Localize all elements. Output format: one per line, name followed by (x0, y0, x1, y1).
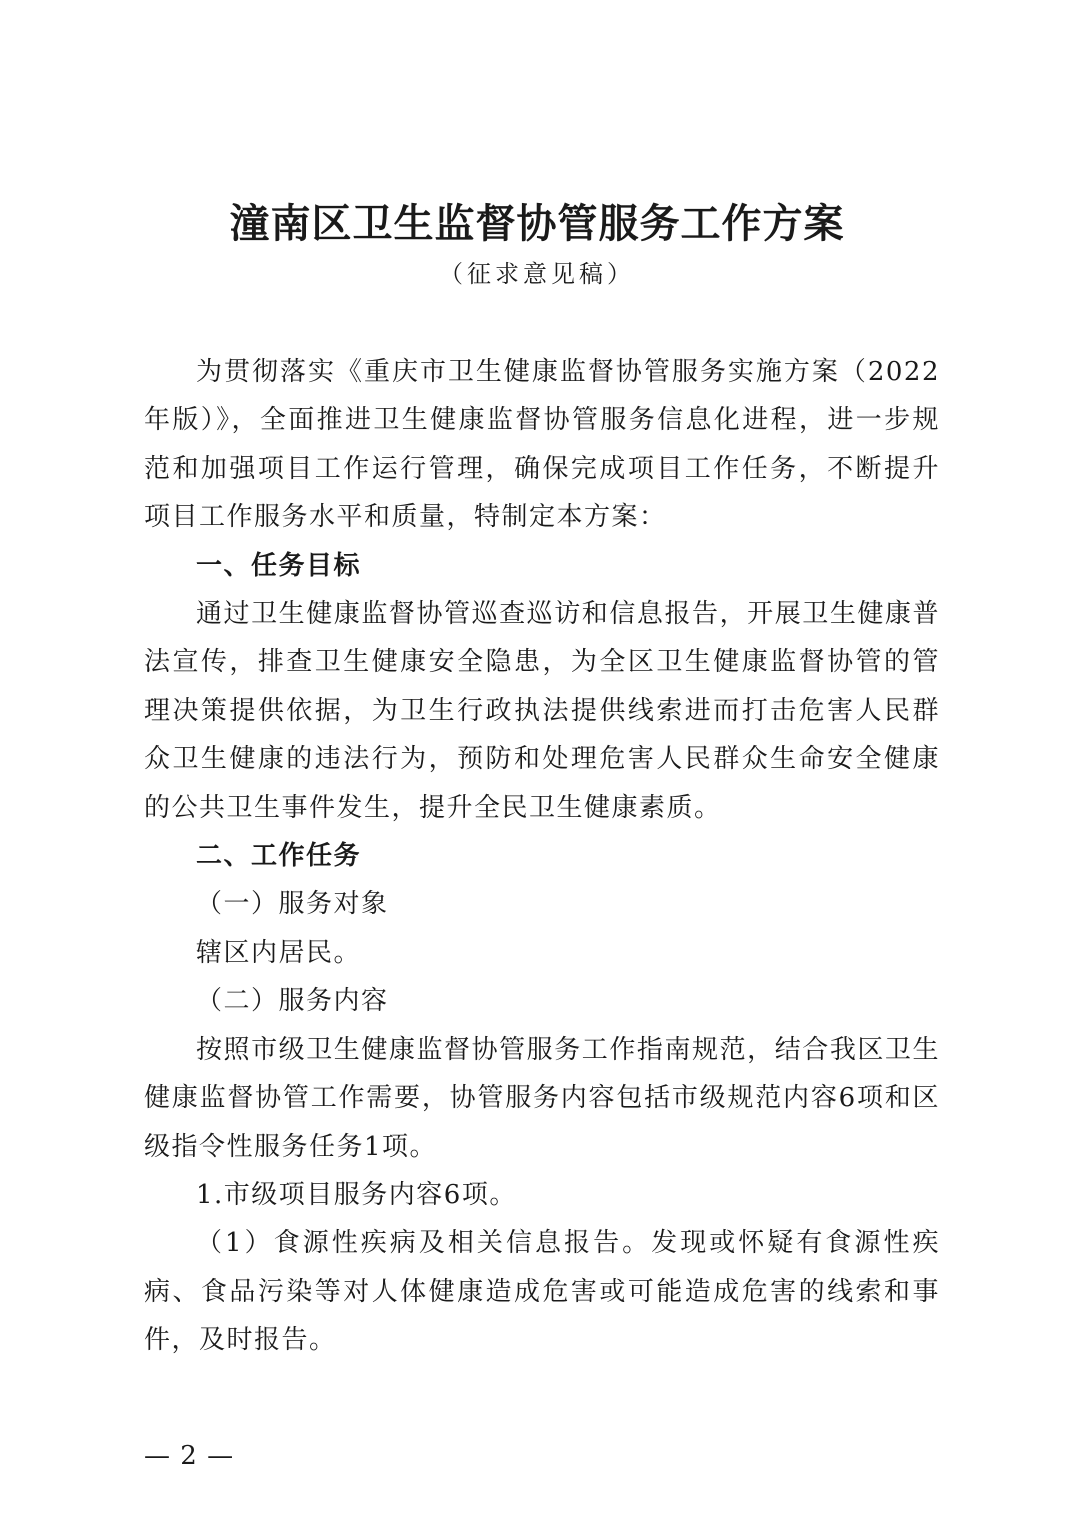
municipal-items-paragraph: 1.市级项目服务内容6项。 (196, 1179, 517, 1210)
section-heading-task-goal: 一、任务目标 (196, 550, 362, 581)
subsection-heading-service-content: （二）服务内容 (196, 986, 389, 1017)
service-content-paragraph: 按照市级卫生健康监督协管服务工作指南规范，结合我区卫生健康监督协管工作需要，协管服务内容包括市级规范内容6项和区级指令性服务任务1项。 (144, 1034, 940, 1162)
subsection-heading-service-target: （一）服务对象 (196, 889, 389, 920)
document-body (144, 348, 940, 1365)
task-goal-paragraph: 通过卫生健康监督协管巡查巡访和信息报告，开展卫生健康普法宣传，排查卫生健康安全隐患，为全区卫生健康监督协管的管理决策提供依据，为卫生行政执法提供线索进而打击危害人民群众卫生健康的违法行为，预防和处理危害人民群众生命安全健康的公共卫生事件发生，提升全民卫生健康素质。 (144, 599, 940, 823)
section-heading-work-tasks: 二、工作任务 (196, 841, 362, 872)
foodborne-disease-paragraph: （1）食源性疾病及相关信息报告。发现或怀疑有食源性疾病、食品污染等对人体健康造成危害或可能造成危害的线索和事件，及时报告。 (144, 1228, 940, 1356)
service-target-paragraph: 辖区内居民。 (196, 937, 362, 968)
document-title: 潼南区卫生监督协管服务工作方案 (229, 200, 845, 247)
page-number: — 2 — (144, 1441, 235, 1471)
document-subtitle: （征求意见稿） (439, 260, 635, 288)
intro-paragraph: 为贯彻落实《重庆市卫生健康监督协管服务实施方案（2022年版）》，全面推进卫生健康监督协管服务信息化进程，进一步规范和加强项目工作运行管理，确保完成项目工作任务，不断提升项目工作服务水平和质量，特制定本方案： (144, 357, 940, 533)
